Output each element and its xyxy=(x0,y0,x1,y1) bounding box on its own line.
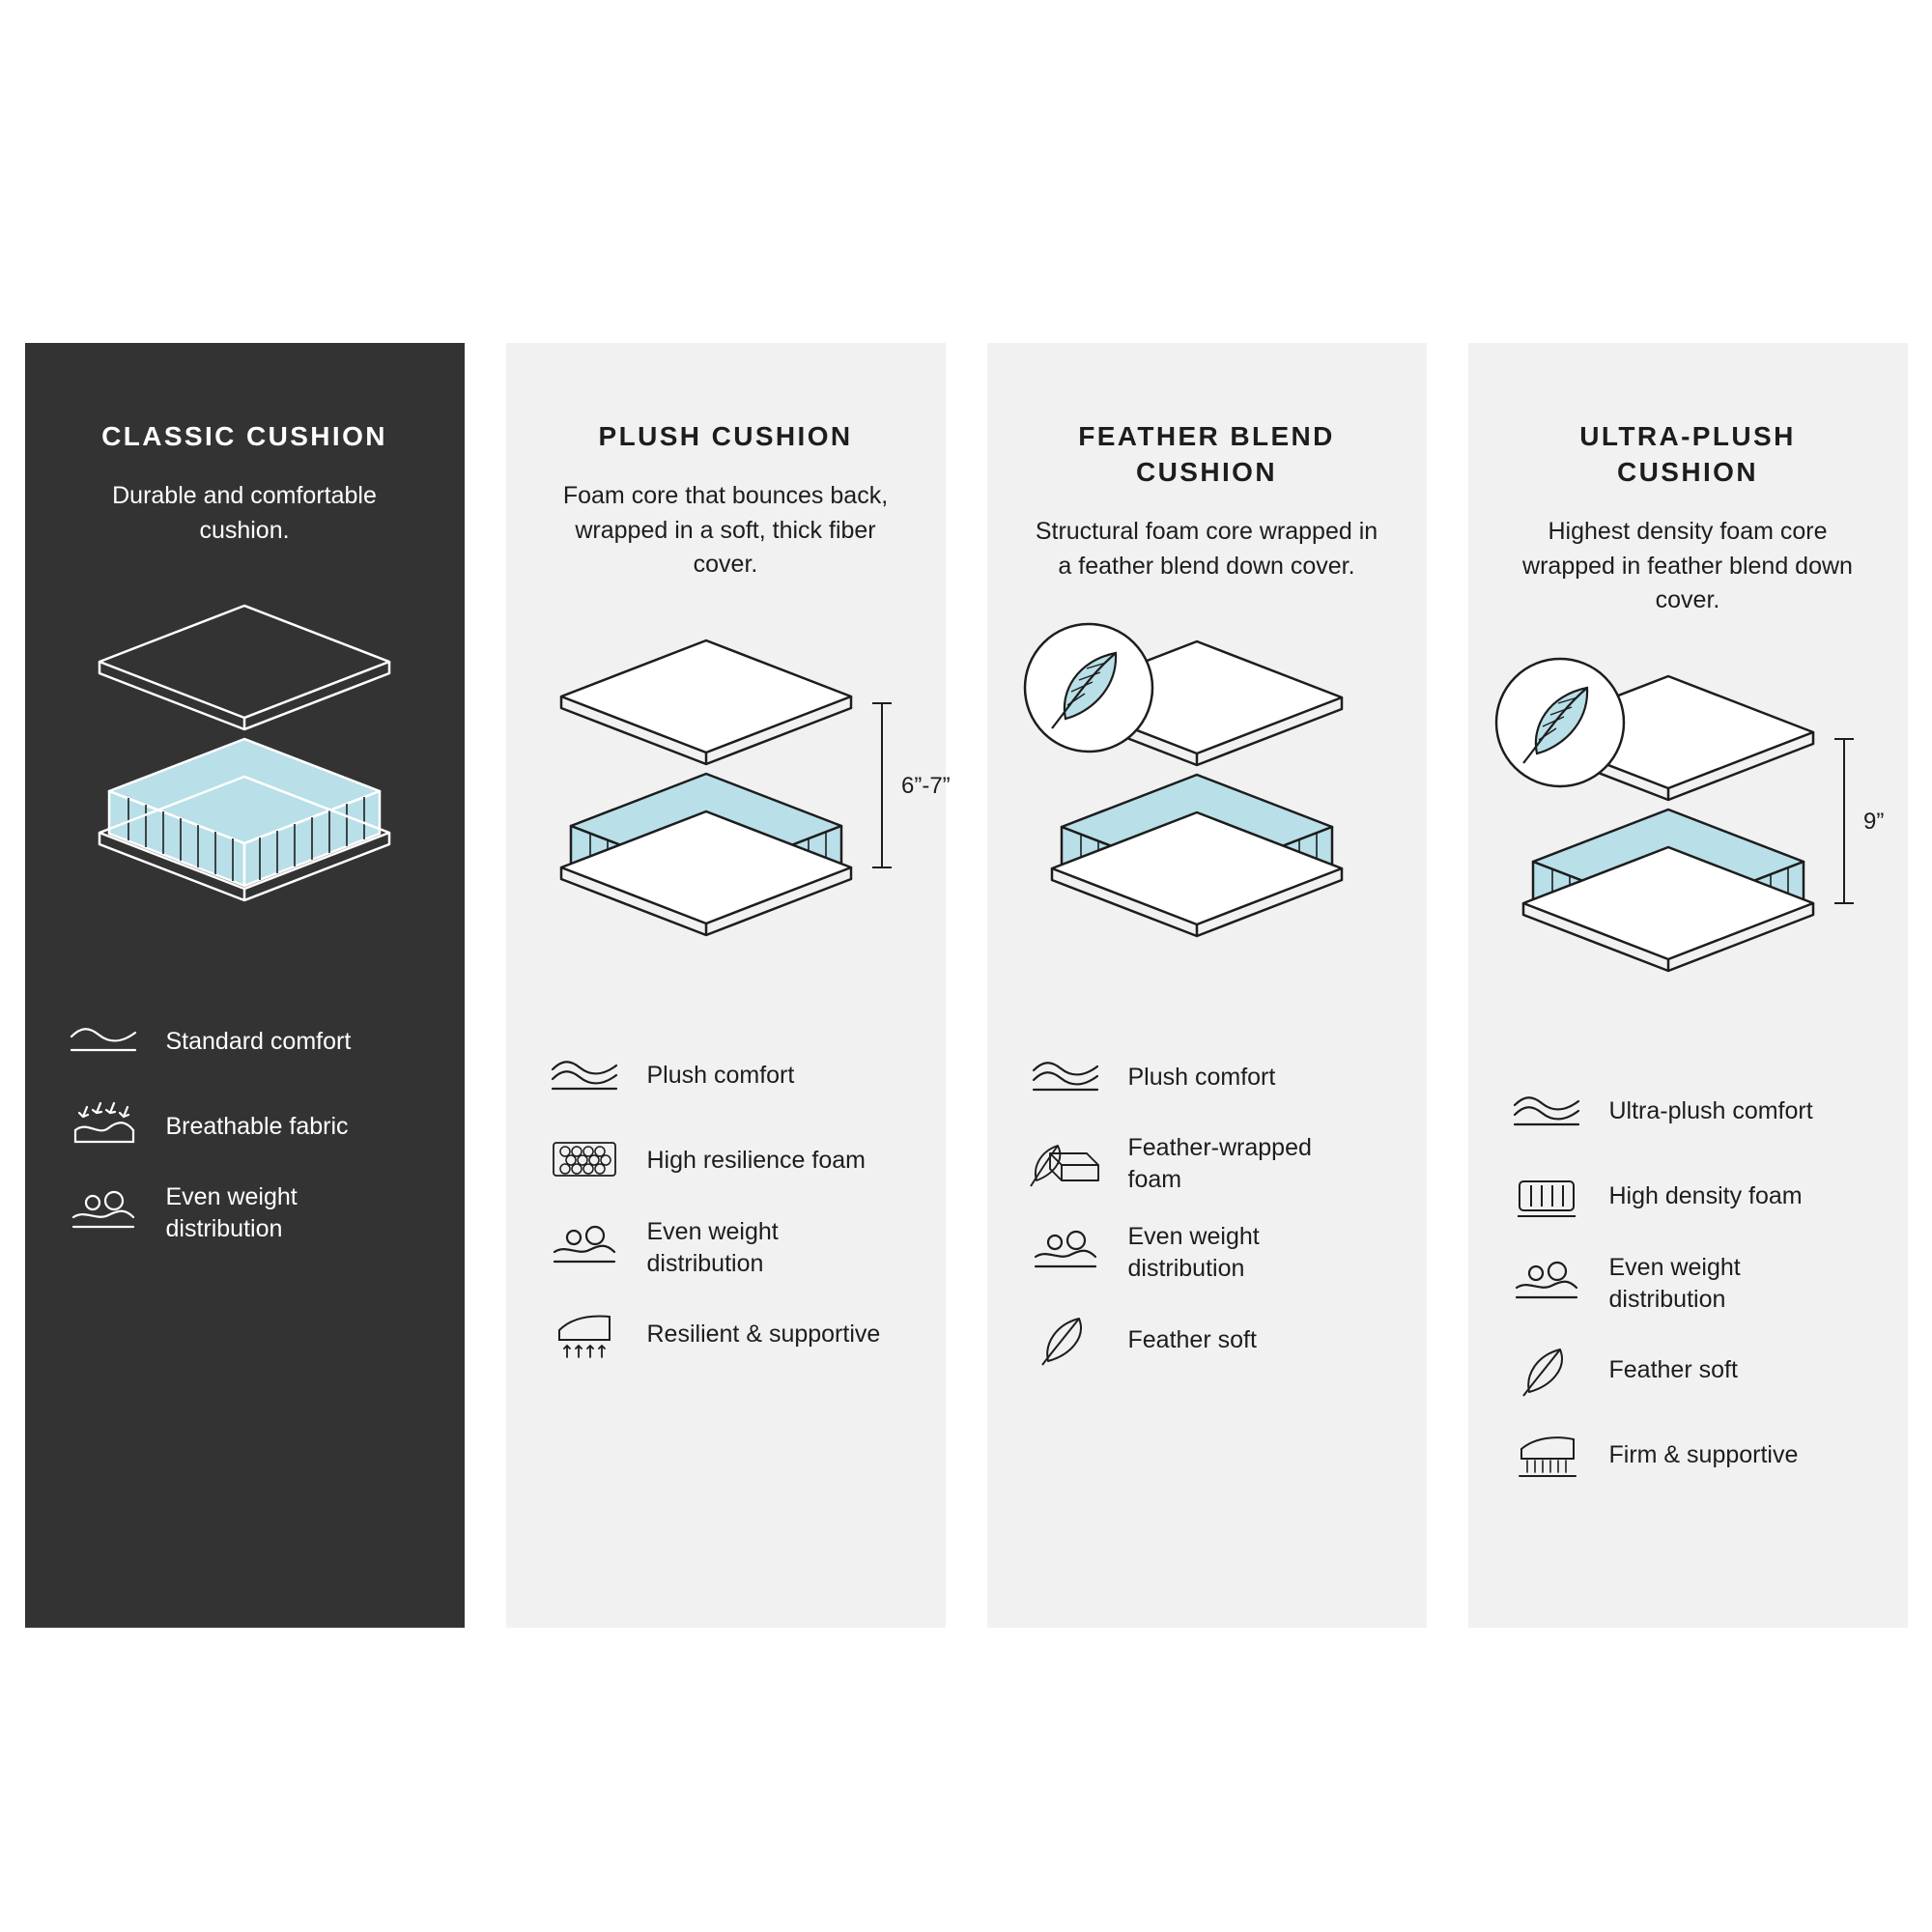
cushion-exploded-illustration xyxy=(71,577,418,895)
feature-item xyxy=(1509,1252,1867,1316)
feature-label: Standard comfort xyxy=(165,1027,352,1055)
feature-item xyxy=(66,1096,424,1156)
cushion-layer-diagram xyxy=(547,611,951,1008)
leaf-badge-icon xyxy=(1496,659,1624,786)
feature-label: Plush comfort xyxy=(1127,1063,1276,1091)
feature-label: Ultra-plush comfort xyxy=(1608,1097,1813,1125)
feature-item xyxy=(1509,1167,1867,1227)
even-weight-icon xyxy=(547,1218,622,1278)
feature-label: Feather-wrapped foam xyxy=(1127,1134,1312,1194)
card-title: CLASSIC CUSHION xyxy=(101,421,387,451)
feature-list xyxy=(66,1011,424,1245)
cushion-exploded-illustration xyxy=(1013,612,1400,931)
cushion-card-classic[interactable] xyxy=(25,343,465,1628)
dimension-label: 9” xyxy=(1863,808,1885,835)
card-title: ULTRA-PLUSH CUSHION xyxy=(1579,421,1796,488)
feather-icon xyxy=(1028,1310,1103,1370)
even-weight-icon xyxy=(1509,1254,1584,1314)
cushion-exploded-illustration xyxy=(1494,647,1885,966)
feature-item xyxy=(1509,1426,1867,1486)
wave-icon xyxy=(547,1046,622,1106)
feather-wrapped-foam-icon xyxy=(1028,1134,1103,1194)
feature-item xyxy=(1509,1341,1867,1401)
feature-label: Resilient & supportive xyxy=(646,1321,881,1349)
cushion-card-ultra-plush[interactable] xyxy=(1468,343,1908,1628)
card-title: PLUSH CUSHION xyxy=(598,421,853,451)
feature-label: High density foam xyxy=(1608,1182,1803,1210)
feature-item xyxy=(66,1011,424,1071)
firm-support-icon xyxy=(1509,1426,1584,1486)
card-description: Structural foam core wrapped in a feather blend down cover. xyxy=(1035,518,1378,580)
card-description: Highest density foam core wrapped in feather blend down cover. xyxy=(1522,518,1853,614)
cushion-layer-diagram xyxy=(66,577,424,973)
breathable-fabric-icon xyxy=(66,1096,141,1156)
density-foam-icon xyxy=(1509,1167,1584,1227)
feature-item xyxy=(547,1131,905,1191)
feature-item xyxy=(547,1305,905,1365)
cushion-card-feather-blend[interactable] xyxy=(987,343,1427,1628)
leaf-badge-icon xyxy=(1025,624,1152,752)
cushion-card-plush[interactable] xyxy=(506,343,951,1628)
cushion-layer-diagram xyxy=(1509,647,1885,1043)
feature-item xyxy=(1028,1047,1386,1107)
wave-icon xyxy=(1028,1047,1103,1107)
feature-label: Breathable fabric xyxy=(165,1112,349,1140)
feature-label: Even weight distribution xyxy=(1127,1223,1260,1283)
feature-label: Even weight distribution xyxy=(646,1217,779,1277)
feature-item xyxy=(66,1181,424,1245)
cushion-exploded-illustration xyxy=(532,611,951,930)
honeycomb-foam-icon xyxy=(547,1131,622,1191)
dimension-label: 6”-7” xyxy=(901,772,951,799)
feature-item xyxy=(547,1216,905,1280)
feature-label: Even weight distribution xyxy=(165,1183,298,1243)
feature-label: Feather soft xyxy=(1127,1325,1257,1353)
feature-item xyxy=(1028,1310,1386,1370)
feature-item xyxy=(1028,1132,1386,1196)
feature-label: Plush comfort xyxy=(646,1062,795,1090)
feature-label: Even weight distribution xyxy=(1608,1253,1741,1313)
card-description: Durable and comfortable cushion. xyxy=(112,482,377,544)
even-weight-icon xyxy=(1028,1223,1103,1283)
cushion-layer-diagram xyxy=(1028,612,1386,1009)
wave-icon xyxy=(1509,1082,1584,1142)
wave-icon xyxy=(66,1011,141,1071)
feature-list xyxy=(1028,1047,1386,1370)
even-weight-icon xyxy=(66,1183,141,1243)
card-row xyxy=(0,343,1932,1628)
resilient-support-icon xyxy=(547,1305,622,1365)
feature-item xyxy=(1509,1082,1867,1142)
card-description: Foam core that bounces back, wrapped in a soft, thick fiber cover. xyxy=(562,482,889,579)
feature-item xyxy=(547,1046,905,1106)
feature-list xyxy=(1509,1082,1867,1486)
card-title: FEATHER BLEND CUSHION xyxy=(1078,421,1335,488)
feature-item xyxy=(1028,1221,1386,1285)
feature-label: High resilience foam xyxy=(646,1147,866,1175)
feature-label: Firm & supportive xyxy=(1608,1441,1799,1469)
feature-list xyxy=(547,1046,905,1365)
feature-label: Feather soft xyxy=(1608,1356,1738,1384)
feather-icon xyxy=(1509,1341,1584,1401)
